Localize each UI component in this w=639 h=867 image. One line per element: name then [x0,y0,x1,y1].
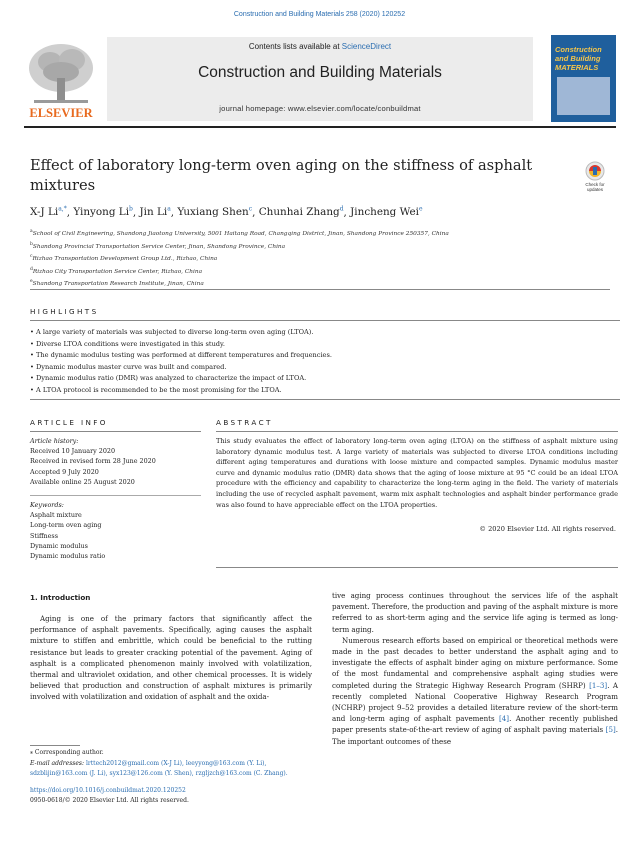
author[interactable]: Chunhai Zhang$^d$ [258,206,344,219]
journal-homepage [107,104,533,113]
history-entry: Received in revised form 28 June 2020 [30,457,156,466]
citation-line[interactable]: Construction and Building Materials 258 (2020) 120252 [233,11,406,18]
crossmark-label: Check for updates [585,182,605,192]
body-column-left [30,613,312,703]
sciencedirect-link[interactable]: ScienceDirect [341,42,392,51]
highlight-item: • Dynamic modulus master curve was built and compared. [30,362,227,371]
copyright-notice: © 2020 Elsevier Ltd. All rights reserved. [479,525,616,533]
issn-line: 0950-0618/© 2020 Elsevier Ltd. All rights reserved. [30,797,189,804]
corresponding-author-note: ⁎ Corresponding author. [30,749,104,756]
divider [30,495,201,496]
homepage-url[interactable]: www.elsevier.com/locate/conbuildmat [287,104,421,113]
history-entry: Accepted 9 July 2020 [30,467,99,476]
keyword: Asphalt mixture [30,511,82,520]
keyword: Dynamic modulus ratio [30,552,106,561]
tree-logo-icon [24,38,98,120]
introduction-heading: 1. Introduction [30,593,91,602]
journal-title: Construction and Building Materials [198,64,442,81]
paragraph: Numerous research efforts based on empirical or theoretical methods were made in the past decades to better understand the asphalt aging and to investigate the effects of asphalt binder aging on mixture performance. Some of the most fundamental and comprehensive asphalt aging studies were completed during the Strategic Highway Research Program (SHRP) [1–3]. A recently completed National Cooperative Highway Research Program (NCHRP) project 9–52 provides a detailed literature review of the short-term and long-term aging of asphalt pavements [4]. Another recently published paper presents state-of-the-art review of aging of asphalt paving materials [5]. The important outcomes of these [332,635,618,746]
affiliations [30,227,610,290]
author[interactable]: Jincheng Wei$^e$ [350,206,423,219]
doi-link[interactable]: https://doi.org/10.1016/j.conbuildmat.2020.120252 [30,787,186,794]
divider [30,431,201,432]
citation-link[interactable]: [1–3] [589,680,608,690]
highlight-item: • Diverse LTOA conditions were investigated in this study. [30,339,225,348]
history-label: Article history: [30,437,79,445]
author[interactable]: Yinyong Li$^b$ [73,206,133,219]
highlights-heading: HIGHLIGHTS [30,307,99,316]
keywords [30,500,202,561]
publisher-logo-text: ELSEVIER [29,106,93,120]
author[interactable]: Yuxiang Shen$^c$ [177,206,253,219]
cover-title: Construction and Building MATERIALS [555,45,602,72]
email-addresses: E-mail addresses: lrttech2012@gmail.com (X-J Li), leeyyong@163.com (Y. Li), sdzblijin@163.com (J. Li), syx123@126.com (Y. Shen), rzgljzch@163.com (C. Zhang). [30,759,288,778]
article-history [30,436,202,487]
citation-link[interactable]: [5] [605,725,616,735]
footnotes [30,748,315,780]
elsevier-logo[interactable] [24,38,98,120]
crossmark-icon [578,160,612,182]
keyword: Long-term oven aging [30,521,102,530]
homepage-prefix: journal homepage: [219,104,286,113]
divider [30,289,610,290]
affiliation: $^c$Rizhao Transportation Development Group Ltd., Rizhao, China [30,254,218,262]
highlights-list [30,327,620,397]
citation-link[interactable]: [4] [499,714,510,724]
cover-artwork [557,77,610,115]
highlight-item: • The dynamic modulus testing was performed at different temperatures and frequencies. [30,351,332,360]
paragraph: Aging is one of the primary factors that significantly affect the performance of asphalt pavements. Specifically, aging causes the asphalt mixture to stiffen and embrittle, which could be beneficial to the rutting resistance but leads to greater cracking potential of the pavement. Aging of asphalt is a complicated phenomenon mainly involved with volatilization, thermal and ultraviolet oxidation, and other chemical processes. It is widely believed that production and construction of asphalt mixtures is primarily involved with volatilization and oxidation of asphalt and the oxida- [30,614,312,702]
abstract-text: This study evaluates the effect of laboratory long-term oven aging (LTOA) on the stiffness of asphalt mixture using laboratory dynamic modulus test. A large variety of materials was subjected to diverse LTOA conditions including different aging temperatures and durations with loose mixture and compacted samples. Dynamic modulus master curve and dynamic modulus ratio (DMR) data shows that the aging of loose mixture at 95 °C could be an ideal LTOA procedure with the efficiency and capability to characterize the long-term aging in the field. The variety of materials including the use of recycled asphalt pavement, warm mix asphalt technologies and asphalt binder performance grade was also found to have appreciable effect on the LTOA properties. [216,437,618,509]
keyword: Dynamic modulus [30,541,88,550]
history-entry: Received 10 January 2020 [30,447,116,456]
highlight-item: • A LTOA protocol is recommended to be the most promising for the LTOA. [30,385,282,394]
body-column-right [332,590,618,747]
divider [30,320,620,321]
author[interactable]: Jin Li$^a$ [139,206,171,219]
affiliation: $^a$School of Civil Engineering, Shandong Jiaotong University, 5001 Haitang Road, Changqing District, Jinan, Shandong Province 250357, China [30,229,449,237]
affiliation: $^b$Shandong Provincial Transportation Service Center, Jinan, Shandong Province, China [30,241,286,250]
footnote-divider [30,745,80,746]
history-entry: Available online 25 August 2020 [30,477,135,486]
contents-prefix: Contents lists available at [248,42,340,51]
author-list: X-J $Li^{a,*}$, Yinyong Li$^b$, Jin Li$^a$, Yuxiang Shen$^c$, Chunhai Zhang$^d$, Jincheng Wei$^e$ [30,206,423,219]
abstract-heading: ABSTRACT [216,418,273,427]
contents-line [107,42,533,51]
highlight-item: • A large variety of materials was subjected to diverse long-term oven aging (LTOA). [30,328,314,336]
divider [216,567,618,568]
article-info-heading: ARTICLE INFO [30,418,108,427]
author[interactable]: X-J $Li^{a,*}$ [30,206,67,219]
affiliation: $^e$Shandong Transportation Research Institute, Jinan, China [30,279,204,287]
keywords-label: Keywords: [30,501,64,509]
paragraph: tive aging process continues throughout the services life of the asphalt pavement. Therefore, the production and paving of the asphalt mixture is more referred to as short-term aging and the service life aging is termed as long-term aging. [332,591,618,634]
header-divider [24,126,616,128]
journal-cover-image[interactable] [551,35,616,122]
highlight-item: • Dynamic modulus ratio (DMR) was analyzed to characterize the impact of LTOA. [30,374,307,383]
affiliation: $^d$Rizhao City Transportation Service Center, Rizhao, China [30,266,203,275]
check-for-updates-button[interactable] [578,160,612,196]
email-links[interactable]: lrttech2012@gmail.com (X-J Li), leeyyong@163.com (Y. Li), sdzblijin@163.com (J. Li), syx123@126.com (Y. Shen), rzgljzch@163.com (C. Zhang). [30,759,288,778]
keyword: Stiffness [30,531,58,540]
divider [216,431,618,432]
divider [30,399,620,400]
article-title: Effect of laboratory long-term oven aging on the stiffness of asphalt mixtures [30,157,533,194]
